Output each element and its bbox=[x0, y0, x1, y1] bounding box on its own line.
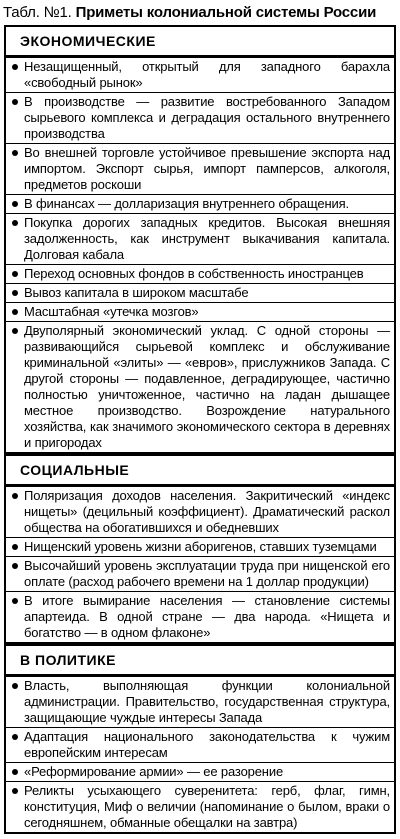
bullet-icon bbox=[12, 290, 18, 296]
list-item bbox=[6, 322, 394, 453]
item-text: В финансах — долларизация внутреннего обращения. bbox=[24, 196, 349, 211]
signs-table bbox=[4, 25, 396, 834]
item-text: «Реформирование армии» — ее разорение bbox=[24, 764, 284, 779]
item-text: Вывоз капитала в широком масштабе bbox=[24, 285, 249, 300]
bullet-icon bbox=[12, 220, 18, 226]
bullet-icon bbox=[12, 150, 18, 156]
list-item bbox=[6, 557, 394, 592]
bullet-icon bbox=[12, 99, 18, 105]
item-text: Масштабная «утечка мозгов» bbox=[24, 304, 199, 319]
list-item bbox=[6, 677, 394, 728]
list-item bbox=[6, 303, 394, 322]
caption-number: Табл. №1. bbox=[3, 4, 72, 21]
item-text: Покупка дорогих западных кредитов. Высокая внешняя задолженность, как инструмент выкачивания капитала. Долговая кабала bbox=[24, 215, 390, 262]
item-text: Реликты усыхающего суверенитета: герб, флаг, гимн, конституция, Миф о величии (напоминание о былом, враки о сегодняшнем, обманные обещалки на завтра) bbox=[24, 783, 390, 830]
item-text: Поляризация доходов населения. Закритический «индекс нищеты» (децильный коэффициент). Драматический раскол общества на обогатившихся и обедневших bbox=[24, 488, 390, 535]
bullet-icon bbox=[12, 328, 18, 334]
bullet-icon bbox=[12, 64, 18, 70]
list-item bbox=[6, 144, 394, 195]
section-header-social: СОЦИАЛЬНЫЕ bbox=[6, 453, 394, 487]
list-item bbox=[6, 214, 394, 265]
section-header-politics: В ПОЛИТИКЕ bbox=[6, 643, 394, 677]
item-text: Двуполярный экономический уклад. С одной стороны — развивающийся сырьевой комплекс и обслуживание криминальной «элиты» — «евров», прислужников Запада. С другой стороны — подавленное, деградирующее, частично полностью уничтоженное, частично на ладан дышащее местное производство. Возрождение натурального хозяйства, как значимого экономического сектора в деревнях и пригородах bbox=[24, 323, 390, 450]
bullet-icon bbox=[12, 598, 18, 604]
section-header-economic: ЭКОНОМИЧЕСКИЕ bbox=[6, 27, 394, 58]
list-item bbox=[6, 538, 394, 557]
item-text: Высочайший уровень эксплуатации труда при нищенской его оплате (расход рабочего времени на 1 доллар продукции) bbox=[24, 558, 390, 589]
list-item bbox=[6, 58, 394, 93]
bullet-icon bbox=[12, 683, 18, 689]
list-item bbox=[6, 487, 394, 538]
list-item bbox=[6, 728, 394, 763]
bullet-icon bbox=[12, 309, 18, 315]
list-item bbox=[6, 195, 394, 214]
item-text: Власть, выполняющая функции колониальной администрации. Правительство, государственная структура, защищающие чуждые интересы Запада bbox=[24, 678, 390, 725]
bullet-icon bbox=[12, 769, 18, 775]
caption-title: Приметы колониальной системы России bbox=[75, 4, 377, 21]
bullet-icon bbox=[12, 544, 18, 550]
bullet-icon bbox=[12, 788, 18, 794]
item-text: В производстве — развитие востребованного Западом сырьевого комплекса и деградация остального внутреннего производства bbox=[24, 94, 390, 141]
list-item bbox=[6, 265, 394, 284]
bullet-icon bbox=[12, 201, 18, 207]
bullet-icon bbox=[12, 493, 18, 499]
item-text: В итоге вымирание населения — становление системы апартеида. В одной стране — два народа. «Нищета и богатство — в одном флаконе» bbox=[24, 593, 390, 640]
bullet-icon bbox=[12, 563, 18, 569]
list-item bbox=[6, 763, 394, 782]
item-text: Адаптация национального законодательства к чужим европейским интересам bbox=[24, 729, 390, 760]
list-item bbox=[6, 93, 394, 144]
bullet-icon bbox=[12, 734, 18, 740]
list-item bbox=[6, 284, 394, 303]
item-text: Переход основных фондов в собственность иностранцев bbox=[24, 266, 364, 281]
bullet-icon bbox=[12, 271, 18, 277]
table-caption bbox=[3, 3, 397, 25]
list-item bbox=[6, 782, 394, 832]
item-text: Во внешней торговле устойчивое превышение экспорта над импортом. Экспорт сырья, импорт памперсов, алкоголя, предметов роскоши bbox=[24, 145, 390, 192]
item-text: Нищенский уровень жизни аборигенов, ставших туземцами bbox=[24, 539, 377, 554]
item-text: Незащищенный, открытый для западного барахла «свободный рынок» bbox=[24, 59, 390, 90]
list-item bbox=[6, 592, 394, 643]
